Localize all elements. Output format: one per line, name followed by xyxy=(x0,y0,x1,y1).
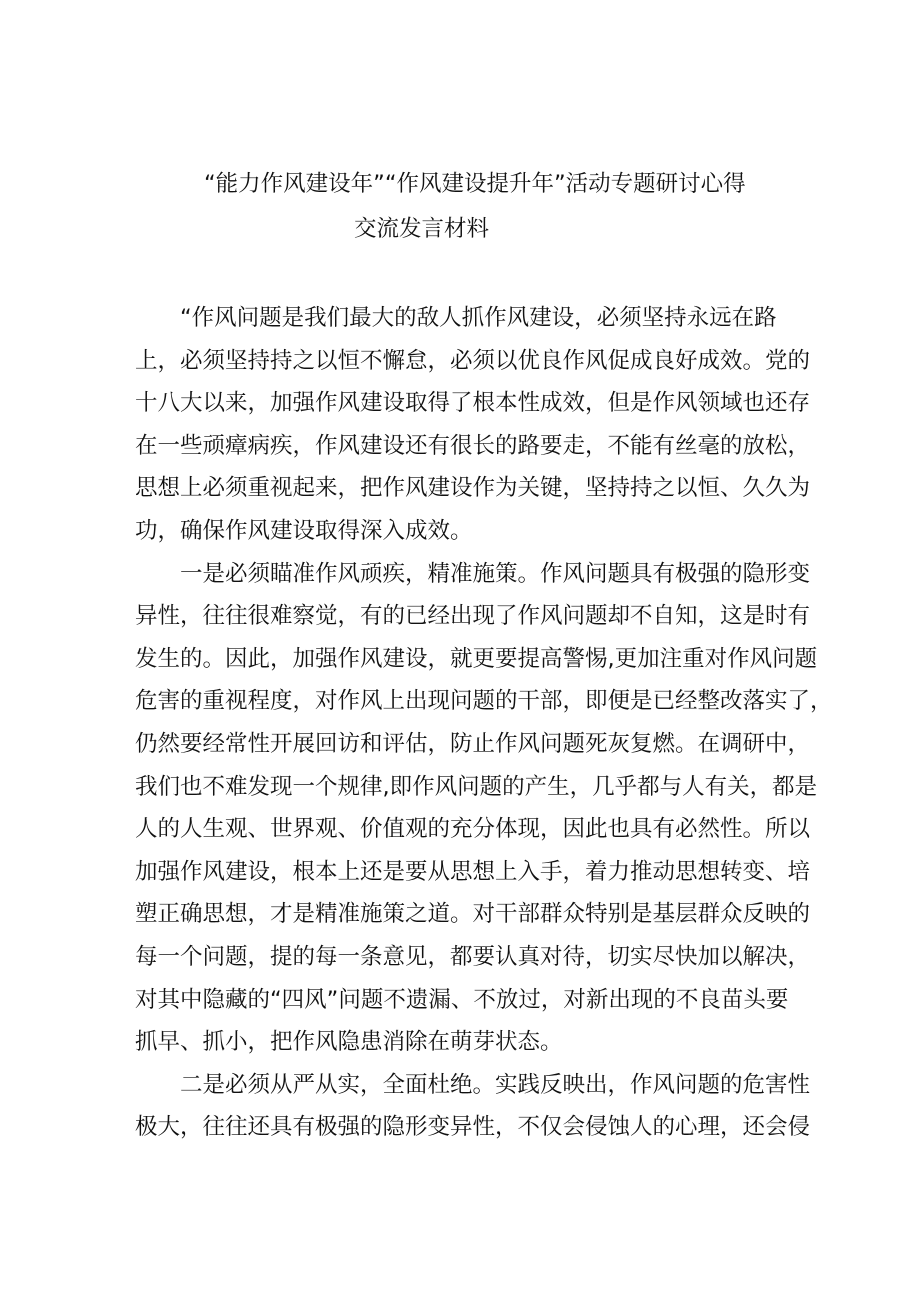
paragraph-line: 思想上必须重视起来，把作风建设作为关键，坚持持之以恒、久久为 xyxy=(135,475,811,502)
paragraph-line: 一是必须瞄准作风顽疾，精准施策。作风问题具有极强的隐形变 xyxy=(180,560,811,587)
paragraph-line: 十八大以来，加强作风建设取得了根本性成效，但是作风领域也还存 xyxy=(135,390,811,417)
paragraph-line: 对其中隐藏的“四风”问题不遗漏、不放过，对新出现的不良苗头要 xyxy=(135,986,789,1013)
paragraph-line: 加强作风建设，根本上还是要从思想上入手，着力推动思想转变、培 xyxy=(135,858,811,885)
paragraph-line: 上，必须坚持持之以恒不懈怠，必须以优良作风促成良好成效。党的 xyxy=(135,347,811,374)
paragraph-line: 极大，往往还具有极强的隐形变异性，不仅会侵蚀人的心理，还会侵 xyxy=(135,1114,811,1141)
paragraph-line: 人的人生观、世界观、价值观的充分体现，因此也具有必然性。所以 xyxy=(135,816,811,843)
paragraph-line: 抓早、抓小，把作风隐患消除在萌芽状态。 xyxy=(135,1029,563,1056)
paragraph-line: “作风问题是我们最大的敌人抓作风建设，必须坚持永远在路 xyxy=(180,305,777,331)
paragraph-line: 危害的重视程度，对作风上出现问题的干部，即便是已经整改落实了， xyxy=(135,688,833,715)
title-line: “能力作风建设年”“作风建设提升年”活动专题研讨心得 xyxy=(204,171,746,197)
title-line: 交流发言材料 xyxy=(354,216,490,242)
paragraph-line: 发生的。因此，加强作风建设，就更要提高警惕,更加注重对作风问题 xyxy=(135,645,818,672)
paragraph-line: 仍然要经常性开展回访和评估，防止作风问题死灰复燃。在调研中， xyxy=(135,731,811,757)
paragraph-line: 异性，往往很难察觉，有的已经出现了作风问题却不自知，这是时有 xyxy=(135,603,811,630)
paragraph-line: 每一个问题，提的每一条意见，都要认真对待，切实尽快加以解决， xyxy=(135,944,811,970)
paragraph-line: 功，确保作风建设取得深入成效。 xyxy=(135,518,473,544)
paragraph-line: 我们也不难发现一个规律,即作风问题的产生，几乎都与人有关，都是 xyxy=(135,773,818,800)
paragraph-line: 在一些顽瘴病疾，作风建设还有很长的路要走，不能有丝毫的放松， xyxy=(135,432,811,459)
paragraph-line: 二是必须从严从实，全面杜绝。实践反映出，作风问题的危害性 xyxy=(180,1071,811,1098)
paragraph-line: 塑正确思想，才是精准施策之道。对干部群众特别是基层群众反映的 xyxy=(135,901,811,928)
